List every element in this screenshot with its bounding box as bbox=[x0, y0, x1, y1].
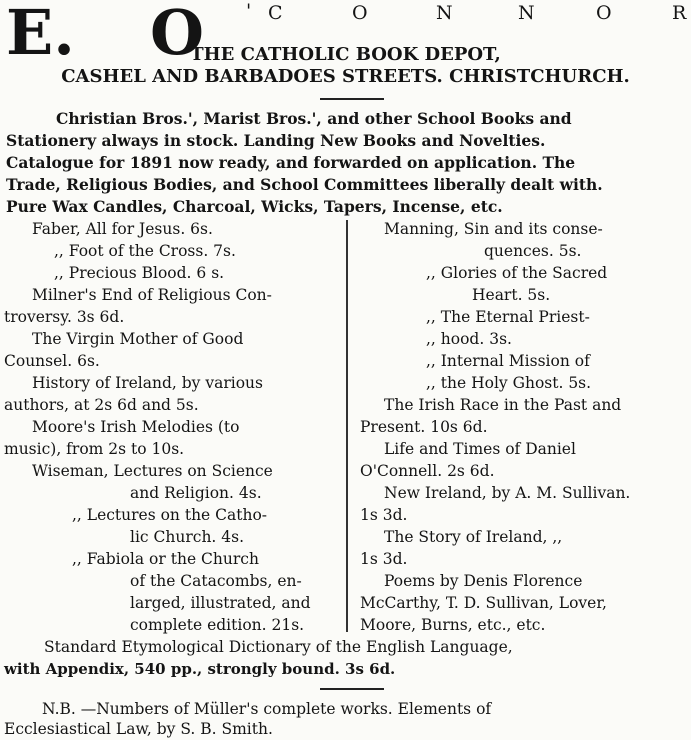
book-entry: Poems by Denis Florence bbox=[384, 572, 583, 590]
book-entry: ,, Internal Mission of bbox=[426, 352, 590, 370]
masthead-letter: C bbox=[268, 2, 283, 24]
closing-line: with Appendix, 540 pp., strongly bound. 3s 6d. bbox=[4, 660, 396, 678]
book-entry: quences. 5s. bbox=[484, 242, 582, 260]
masthead-surname-initial: O bbox=[150, 0, 205, 69]
book-entry: ,, Fabiola or the Church bbox=[72, 550, 259, 568]
book-entry: troversy. 3s 6d. bbox=[4, 308, 125, 326]
book-entry: McCarthy, T. D. Sullivan, Lover, bbox=[360, 594, 607, 612]
book-entry: The Irish Race in the Past and bbox=[384, 396, 622, 414]
intro-line: Stationery always in stock. Landing New Books and Novelties. bbox=[6, 131, 546, 150]
book-entry: History of Ireland, by various bbox=[32, 374, 263, 392]
book-entry: 1s 3d. bbox=[360, 550, 408, 568]
masthead-letter: O bbox=[596, 2, 612, 24]
intro-line: Trade, Religious Bodies, and School Committees liberally dealt with. bbox=[6, 175, 603, 194]
book-entry: Life and Times of Daniel bbox=[384, 440, 576, 458]
book-entry: ,, the Holy Ghost. 5s. bbox=[426, 374, 592, 392]
book-entry: The Virgin Mother of Good bbox=[32, 330, 244, 348]
book-entry: Moore's Irish Melodies (to bbox=[32, 418, 240, 436]
book-entry: ,, Foot of the Cross. 7s. bbox=[54, 242, 236, 260]
book-entry: ,, Glories of the Sacred bbox=[426, 264, 608, 282]
divider-rule bbox=[320, 688, 384, 690]
book-entry: Heart. 5s. bbox=[472, 286, 551, 304]
column-divider bbox=[346, 220, 348, 632]
intro-line: Pure Wax Candles, Charcoal, Wicks, Tapers, Incense, etc. bbox=[6, 197, 503, 216]
masthead-letter: N bbox=[436, 2, 453, 24]
business-title: THE CATHOLIC BOOK DEPOT, bbox=[190, 44, 501, 65]
book-entry: ,, hood. 3s. bbox=[426, 330, 512, 348]
masthead-apostrophe: ' bbox=[246, 0, 252, 22]
masthead-letter: N bbox=[518, 2, 535, 24]
book-entry: Milner's End of Religious Con- bbox=[32, 286, 272, 304]
book-entry: Moore, Burns, etc., etc. bbox=[360, 616, 546, 634]
divider-rule bbox=[320, 98, 384, 100]
book-entry: of the Catacombs, en- bbox=[130, 572, 302, 590]
book-entry: Present. 10s 6d. bbox=[360, 418, 488, 436]
nb-line: Ecclesiastical Law, by S. B. Smith. bbox=[4, 720, 273, 738]
masthead-letter: R bbox=[672, 2, 687, 24]
book-entry: Faber, All for Jesus. 6s. bbox=[32, 220, 213, 238]
book-entry: The Story of Ireland, ,, bbox=[384, 528, 563, 546]
book-entry: ,, The Eternal Priest- bbox=[426, 308, 590, 326]
nb-line: N.B. —Numbers of Müller's complete works. Elements of bbox=[42, 700, 492, 718]
book-entry: ,, Lectures on the Catho- bbox=[72, 506, 268, 524]
masthead-letter: O bbox=[352, 2, 368, 24]
intro-line: Christian Bros.', Marist Bros.', and other School Books and bbox=[56, 109, 572, 128]
intro-line: Catalogue for 1891 now ready, and forwarded on application. The bbox=[6, 153, 576, 172]
book-entry: Wiseman, Lectures on Science bbox=[32, 462, 273, 480]
book-entry: Manning, Sin and its conse- bbox=[384, 220, 603, 238]
book-entry: complete edition. 21s. bbox=[130, 616, 305, 634]
book-entry: 1s 3d. bbox=[360, 506, 408, 524]
book-entry: New Ireland, by A. M. Sullivan. bbox=[384, 484, 631, 502]
book-entry: larged, illustrated, and bbox=[130, 594, 311, 612]
book-entry: ,, Precious Blood. 6 s. bbox=[54, 264, 225, 282]
business-address: CASHEL AND BARBADOES STREETS. CHRISTCHURCH. bbox=[61, 66, 630, 87]
book-entry: authors, at 2s 6d and 5s. bbox=[4, 396, 199, 414]
masthead-initial: E. bbox=[6, 0, 75, 69]
book-entry: lic Church. 4s. bbox=[130, 528, 245, 546]
book-entry: Counsel. 6s. bbox=[4, 352, 100, 370]
book-entry: music), from 2s to 10s. bbox=[4, 440, 185, 458]
book-entry: and Religion. 4s. bbox=[130, 484, 262, 502]
closing-line: Standard Etymological Dictionary of the English Language, bbox=[44, 638, 513, 656]
book-entry: O'Connell. 2s 6d. bbox=[360, 462, 495, 480]
